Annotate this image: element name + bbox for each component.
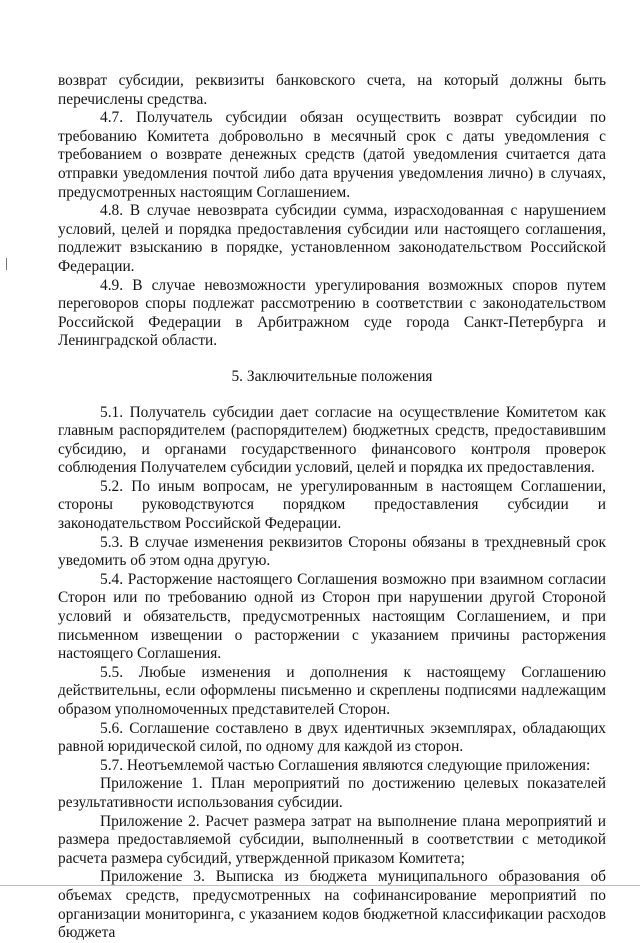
clause-5-3: 5.3. В случае изменения реквизитов Стороны обязаны в трехдневный срок уведомить об этом одна другую. bbox=[58, 533, 606, 570]
paragraph-continuation: возврат субсидии, реквизиты банковского счета, на который должны быть перечислены средства. bbox=[58, 72, 606, 108]
clause-5-6: 5.6. Соглашение составлено в двух идентичных экземплярах, обладающих равной юридической силой, по одному для каждой из сторон. bbox=[58, 719, 606, 756]
clause-5-1: 5.1. Получатель субсидии дает согласие на осуществление Комитетом как главным распорядителем (распорядителем) бюджетных средств, предоставившим субсидию, и органами государственного финансового контроля проверок соблюдения Получателем субсидии условий, целей и порядка их предоставления. bbox=[58, 403, 606, 477]
clause-4-7: 4.7. Получатель субсидии обязан осуществить возврат субсидии по требованию Комитета добровольно в месячный срок с даты уведомления с требованием о возврате денежных средств (датой уведомления считается дата отправки уведомления почтой либо дата вручения уведомления лично) в случаях, предусмотренных настоящим Соглашением. bbox=[58, 109, 606, 201]
appendix-2: Приложение 2. Расчет размера затрат на выполнение плана мероприятий и размера предоставляемой субсидии, выполненный в соответствии с методикой расчета размера субсидий, утвержденной приказом Комитета; bbox=[58, 812, 606, 867]
section-heading: 5. Заключительные положения bbox=[231, 367, 433, 385]
margin-mark bbox=[6, 258, 7, 270]
clause-5-4: 5.4. Расторжение настоящего Соглашения возможно при взаимном согласии Сторон или по требованию одной из Сторон при нарушении другой Стороной условий и обязательств, предусмотренных настоящим Соглашением, и при письменном извещении о расторжении с указанием причины расторжения настоящего Соглашения. bbox=[58, 570, 606, 663]
scan-bottom-edge bbox=[0, 885, 640, 886]
clause-5-5: 5.5. Любые изменения и дополнения к настоящему Соглашению действительны, если оформлены письменно и скреплены подписями надлежащим образом уполномоченных представителей Сторон. bbox=[58, 663, 606, 718]
clause-5-2: 5.2. По иным вопросам, не урегулированным в настоящем Соглашении, стороны руководствуются порядком предоставления субсидии и законодательством Российской Федерации. bbox=[58, 477, 606, 533]
appendix-1: Приложение 1. План мероприятий по достижению целевых показателей результативности использования субсидии. bbox=[58, 775, 606, 811]
appendix-3: Приложение 3. Выписка из бюджета муниципального образования об объемах средств, предусмотренных на софинансирование мероприятий по организации мониторинга, с указанием кодов бюджетной классификации расходов бюджета bbox=[58, 868, 606, 942]
clause-4-9: 4.9. В случае невозможности урегулирования возможных споров путем переговоров споры подлежат рассмотрению в соответствии с законодательством Российской Федерации в Арбитражном суде города Санкт-Петербурга и Ленинградской области. bbox=[58, 276, 606, 350]
clause-5-7: 5.7. Неотъемлемой частью Соглашения являются следующие приложения: bbox=[100, 756, 591, 774]
clause-4-8: 4.8. В случае невозврата субсидии сумма, израсходованная с нарушением условий, целей и порядка предоставления субсидии или настоящего соглашения, подлежит взысканию в порядке, установленном законодательством Российской Федерации. bbox=[58, 202, 606, 275]
